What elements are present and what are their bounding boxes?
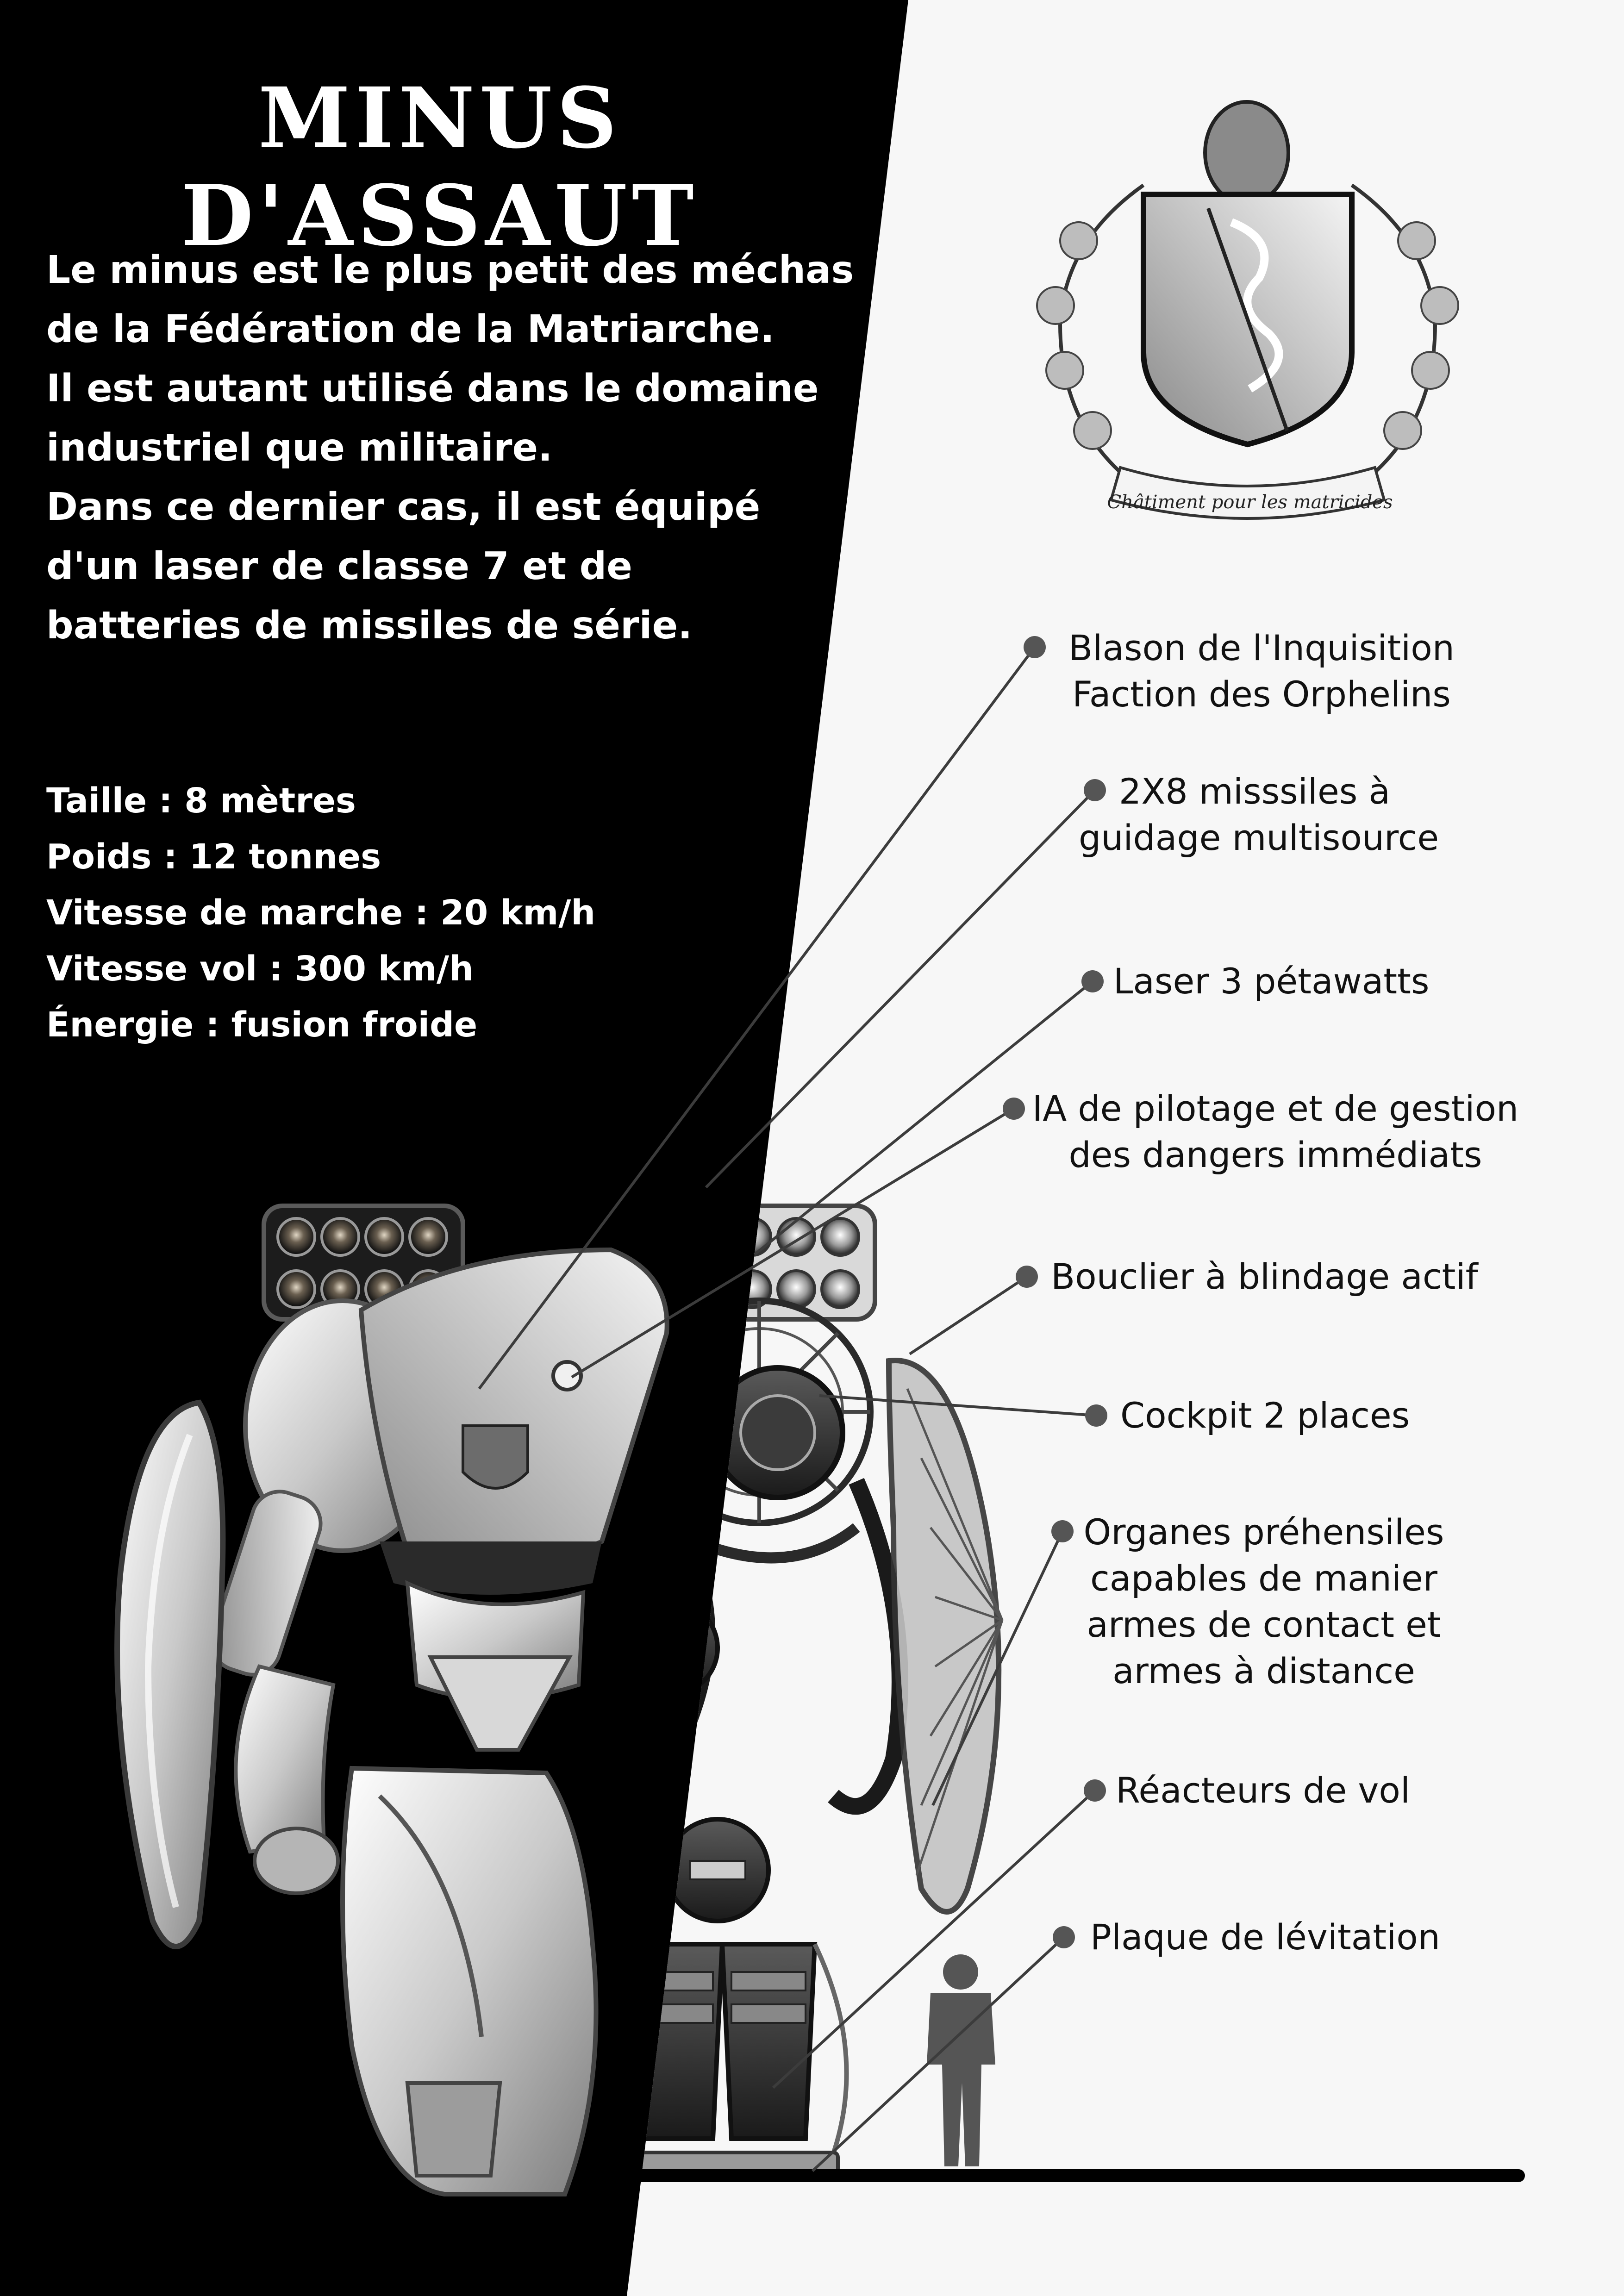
spec-height: Taille : 8 mètres	[46, 781, 356, 821]
callout-line: capables de manier	[1090, 1558, 1438, 1599]
intro-line: d'un laser de classe 7 et de	[46, 544, 632, 588]
callout-line: Faction des Orphelins	[1072, 674, 1451, 715]
intro-line: de la Fédération de la Matriarche.	[46, 307, 775, 351]
callout-line: Blason de l'Inquisition	[1068, 627, 1455, 668]
callout-laser	[1113, 958, 1433, 1004]
callout-line: IA de pilotage et de gestion	[1032, 1088, 1519, 1129]
callout-line: Cockpit 2 places	[1120, 1395, 1410, 1436]
callout-ai	[1025, 1086, 1525, 1178]
callout-line: Plaque de lévitation	[1090, 1916, 1440, 1958]
crest-motto	[1102, 481, 1398, 523]
intro-line: industriel que militaire.	[46, 426, 553, 470]
intro-line: Dans ce dernier cas, il est équipé	[46, 485, 761, 529]
intro-paragraph	[46, 241, 861, 655]
callout-line: 2X8 misssiles à	[1118, 771, 1391, 812]
callout-line: armes à distance	[1112, 1650, 1415, 1691]
spec-list	[46, 773, 595, 1053]
spec-flight-speed: Vitesse vol : 300 km/h	[46, 949, 474, 989]
callout-line: Réacteurs de vol	[1116, 1770, 1410, 1811]
intro-line: Le minus est le plus petit des méchas	[46, 248, 854, 292]
spec-walk-speed: Vitesse de marche : 20 km/h	[46, 893, 596, 933]
callout-line: des dangers immédiats	[1068, 1134, 1482, 1175]
callout-line: Laser 3 pétawatts	[1113, 961, 1430, 1002]
intro-line: batteries de missiles de série.	[46, 604, 693, 648]
motto-text: Châtiment pour les matricides	[1107, 492, 1393, 513]
spec-energy: Énergie : fusion froide	[46, 1005, 478, 1045]
callout-line: armes de contact et	[1087, 1604, 1441, 1645]
callout-line: Bouclier à blindage actif	[1051, 1256, 1478, 1297]
callout-line: guidage multisource	[1079, 817, 1439, 858]
callout-shield	[1051, 1254, 1478, 1300]
inquisition-crest-emblem	[1037, 102, 1458, 518]
callout-cockpit	[1120, 1392, 1444, 1439]
spec-weight: Poids : 12 tonnes	[46, 837, 381, 877]
page-title: MINUS D'ASSAUT	[181, 69, 699, 265]
callout-levitation	[1090, 1914, 1461, 1960]
callout-grippers	[1079, 1509, 1449, 1694]
callout-line: Organes préhensiles	[1083, 1511, 1444, 1553]
callout-crest	[1062, 625, 1461, 718]
callout-missiles	[1079, 768, 1439, 861]
intro-line: Il est autant utilisé dans le domaine	[46, 367, 819, 411]
callout-reactors	[1116, 1767, 1468, 1814]
